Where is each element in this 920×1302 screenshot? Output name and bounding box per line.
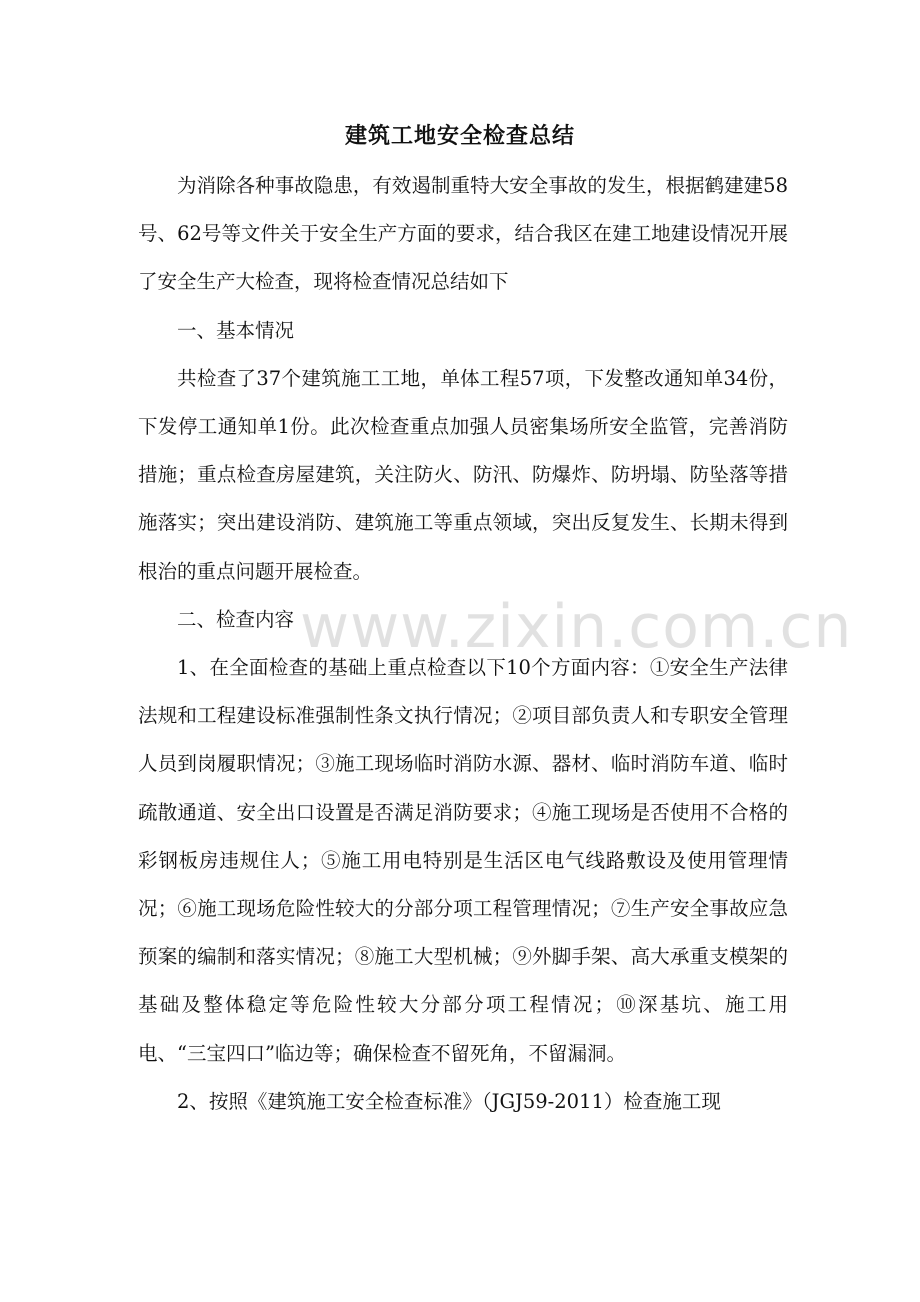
basic-situation-paragraph: 共检查了37个建筑施工工地，单体工程57项，下发整改通知单34份，下发停工通知单1份。此次检查重点加强人员密集场所安全监管，完善消防措施；重点检查房屋建筑，关注防火、防汛、防爆炸、防坍塌、防坠落等措施落实；突出建设消防、建筑施工等重点领域，突出反复发生、长期未得到根治的重点问题开展检查。: [138, 366, 788, 583]
intro-paragraph: 为消除各种事故隐患，有效遏制重特大安全事故的发生，根据鹤建建58号、62号等文件关于安全生产方面的要求，结合我区在建工地建设情况开展了安全生产大检查，现将检查情况总结如下: [138, 174, 788, 294]
inspection-item-2-paragraph: 2、按照《建筑施工安全检查标准》（JGJ59-2011）检查施工现: [177, 1089, 721, 1113]
document-body: [138, 162, 788, 1126]
inspection-item-1-paragraph: 1、在全面检查的基础上重点检查以下10个方面内容：①安全生产法律法规和工程建设标准强制性条文执行情况；②项目部负责人和专职安全管理人员到岗履职情况；③施工现场临时消防水源、器材、临时消防车道、临时疏散通道、安全出口设置是否满足消防要求；④施工现场是否使用不合格的彩钢板房违规住人；⑤施工用电特别是生活区电气线路敷设及使用管理情况；⑥施工现场危险性较大的分部分项工程管理情况；⑦生产安全事故应急预案的编制和落实情况；⑧施工大型机械；⑨外脚手架、高大承重支模架的基础及整体稳定等危险性较大分部分项工程情况；⑩深基坑、施工用电、“三宝四口”临边等；确保检查不留死角，不留漏洞。: [138, 656, 788, 1065]
section-heading-inspection-content: 二、检查内容: [177, 607, 295, 631]
document-title: 建筑工地安全检查总结: [344, 123, 575, 149]
section-heading-basic-situation: 一、基本情况: [177, 318, 295, 342]
watermark: www.zixin.com.cn: [300, 592, 853, 662]
